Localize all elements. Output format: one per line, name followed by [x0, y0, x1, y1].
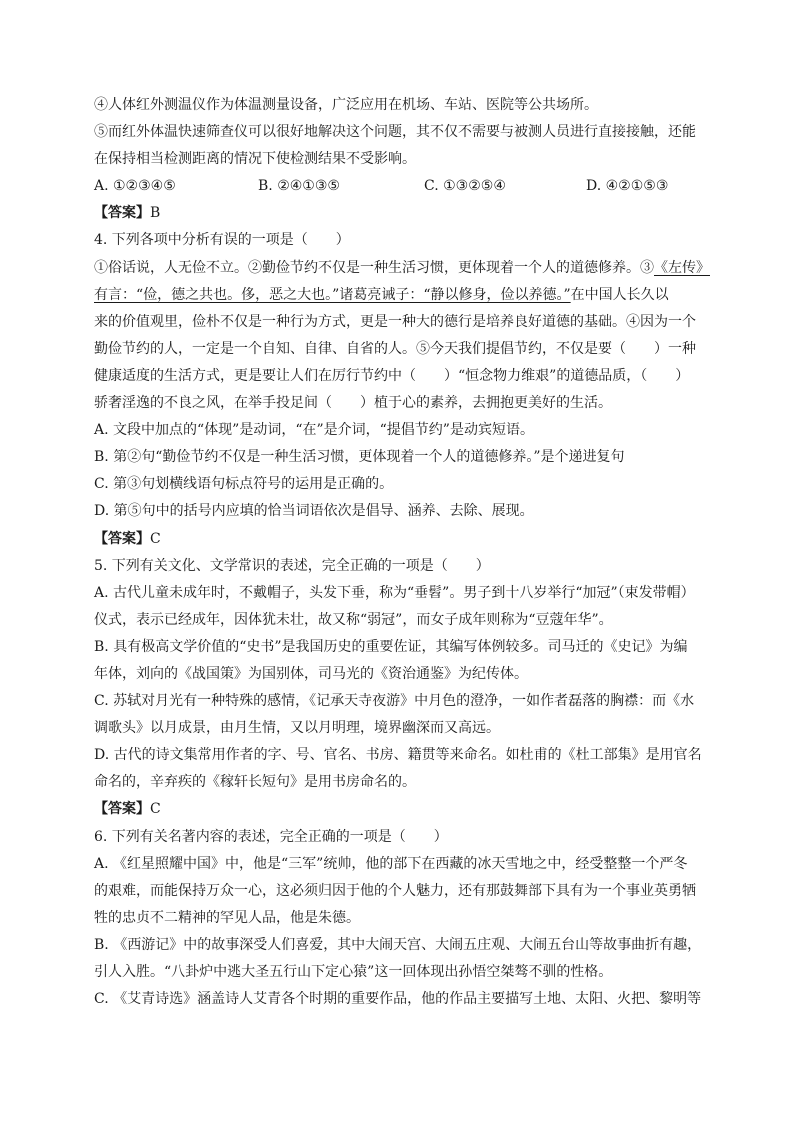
q3-answer: [94, 200, 702, 227]
answer-value: C: [150, 530, 161, 547]
q4-option-b: B. 第②句“勤俭节约不仅是一种生活习惯，更体现着一个人的道德修养。”是个递进复句: [94, 449, 625, 466]
q6-stem: 6. 下列有关名著内容的表述，完全正确的一项是（ ）: [94, 828, 448, 845]
q4-passage-line-2: [94, 282, 702, 309]
q6-option-a-line-3: 牲的忠贞不二精神的罕见人品，他是朱德。: [94, 909, 360, 926]
q5-option-a-line-1: A. 古代儿童未成年时，不戴帽子，头发下垂，称为“垂髫”。男子到十八岁举行“加冠”（束发带帽）: [94, 584, 695, 601]
answer-value: C: [150, 801, 161, 818]
q3-option-d: D. ④②①⑤③: [586, 178, 669, 195]
q4-passage-line-3: 来的价值观里，俭朴不仅是一种行为方式，更是一种大的德行是培养良好道德的基础。④因为一个: [94, 313, 696, 330]
q4-passage-line-4: 勤俭节约的人，一定是一个自知、自律、自省的人。⑤今天我们提倡节约，不仅是要（ ）一种: [94, 340, 696, 357]
q4-passage-line-6: 骄奢淫逸的不良之风，在举手投足间（ ）植于心的素养，去拥抱更美好的生活。: [94, 395, 612, 412]
q4-answer: [94, 526, 702, 553]
q3-sentence-5-line-1: ⑤而红外体温快速筛查仪可以很好地解决这个问题，其不仅不需要与被测人员进行直接接触，还能: [94, 124, 696, 141]
q3-options: [94, 173, 702, 200]
q6-option-c-line-1: C. 《艾青诗选》涵盖诗人艾青各个时期的重要作品，他的作品主要描写土地、太阳、火把、黎明等: [94, 991, 702, 1008]
q4-passage-line-5: 健康适度的生活方式，更是要让人们在厉行节约中（ ）“恒念物力维艰”的道德品质，（ ）: [94, 367, 690, 384]
q5-option-b-line-1: B. 具有极高文学价值的“史书”是我国历史的重要佐证，其编写体例较多。司马迁的《史记》为编: [94, 638, 688, 655]
q6-option-b-line-2: 引人入胜。“八卦炉中逃大圣五行山下定心猿”这一回体现出孙悟空桀骜不驯的性格。: [94, 964, 613, 980]
q4-option-a: A. 文段中加点的“体现”是动词，“在”是介词，“提倡节约”是动宾短语。: [94, 422, 534, 439]
q5-option-c-line-2: 调歌头》以月成景，由月生情，又以月明理，境界幽深而又高远。: [94, 720, 500, 737]
q4-underlined-text: 有言：“俭，德之共也。侈，恶之大也。”诸葛亮诫子：“静以修身，俭以养德。”: [94, 286, 571, 303]
q4-option-d: D. 第⑤句中的括号内应填的恰当词语依次是倡导、涵养、去除、展现。: [94, 503, 534, 520]
q5-option-d-line-2: 命名的，辛弃疾的《稼轩长短句》是用书房命名的。: [94, 774, 416, 791]
q4-stem: 4. 下列各项中分析有误的一项是（ ）: [94, 232, 350, 249]
q4-passage-text: 在中国人长久以: [570, 286, 669, 303]
q5-stem: 5. 下列有关文化、文学常识的表述，完全正确的一项是（ ）: [94, 557, 490, 574]
q4-passage-line-1: [94, 255, 710, 282]
q3-sentence-5-line-2: 在保持相当检测距离的情况下使检测结果不受影响。: [94, 151, 416, 168]
q3-option-a: A. ①②③④⑤: [94, 178, 176, 195]
q3-sentence-4: ④人体红外测温仪作为体温测量设备，广泛应用在机场、车站、医院等公共场所。: [94, 97, 598, 113]
q4-option-c: C. 第③句划横线语句标点符号的运用是正确的。: [94, 476, 394, 493]
answer-label: 【答案】: [94, 530, 150, 547]
q6-option-a-line-2: 的艰难，而能保持万众一心，这必须归因于他的个人魅力，还有那鼓舞部下具有为一个事业英勇牺: [94, 882, 696, 899]
q4-underlined-text: 《左传》: [654, 259, 710, 276]
q5-option-b-line-2: 年体，刘向的《战国策》为国别体，司马光的《资治通鉴》为纪传体。: [94, 665, 528, 682]
q5-answer: [94, 796, 702, 823]
q5-option-a-line-2: 仪式，表示已经成年，因体犹未壮，故又称“弱冠”，而女子成年则称为“豆蔻年华”。: [94, 611, 613, 628]
q3-option-c: C. ①③②⑤④: [424, 178, 506, 195]
q5-option-c-line-1: C. 苏轼对月光有一种特殊的感情，《记承天寺夜游》中月色的澄净，一如作者磊落的胸襟：而《水: [94, 693, 695, 710]
q5-option-d-line-1: D. 古代的诗文集常用作者的字、号、官名、书房、籍贯等来命名。如杜甫的《杜工部集》是用官名: [94, 747, 702, 764]
answer-value: B: [150, 205, 161, 222]
q6-option-a-line-1: A. 《红星照耀中国》中，他是“三军”统帅，他的部下在西藏的冰天雪地之中，经受整整一个严冬: [94, 855, 688, 872]
q6-option-b-line-1: B. 《西游记》中的故事深受人们喜爱，其中大闹天宫、大闹五庄观、大闹五台山等故事曲折有趣，: [94, 936, 702, 953]
answer-label: 【答案】: [94, 801, 150, 818]
q4-passage-text: ①俗话说，人无俭不立。②勤俭节约不仅是一种生活习惯，更体现着一个人的道德修养。③: [94, 259, 654, 276]
page-content: [94, 92, 710, 1013]
q3-option-b: B. ②④①③⑤: [258, 178, 340, 195]
answer-label: 【答案】: [94, 205, 150, 222]
